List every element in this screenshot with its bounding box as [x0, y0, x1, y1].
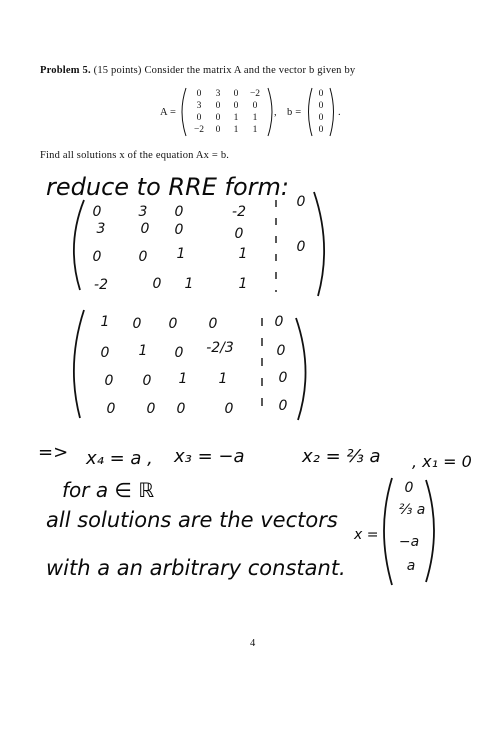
implies-arrow: =>: [38, 442, 69, 463]
matrix-a-cell: 0: [196, 89, 202, 99]
matrix-a-cell: 3: [215, 89, 221, 99]
hw-cell: 0: [92, 249, 102, 265]
solution-entry: 0: [404, 480, 414, 496]
hw-cell: 0: [278, 398, 288, 414]
matrix-a-cell: 0: [252, 101, 258, 111]
matrix-a-cell: 1: [252, 125, 258, 135]
hw-cell: 0: [296, 239, 306, 255]
vector-b-cell: 0: [318, 89, 324, 99]
hw-cell: 1: [100, 314, 110, 330]
solution-entry: a: [406, 558, 416, 574]
for-a-in-r: for a ∈ ℝ: [62, 478, 155, 502]
matrix-a-cell: 0: [233, 101, 239, 111]
matrix-a-cell: 3: [196, 101, 202, 111]
hw-cell: 0: [278, 370, 288, 386]
hw-cell: 1: [238, 276, 248, 292]
hw-cell: 0: [140, 221, 150, 237]
page-number: 4: [250, 638, 256, 649]
hw-cell: 0: [142, 373, 152, 389]
hw-cell: 0: [208, 316, 218, 332]
conclusion-line-2: with a an arbitrary constant.: [46, 556, 346, 580]
matrix-a-cell: 0: [196, 113, 202, 123]
x4-value: x₄ = a ,: [86, 448, 153, 469]
solution-entry: −a: [398, 534, 420, 550]
vector-b-name: b =: [287, 107, 302, 118]
hw-cell: 0: [224, 401, 234, 417]
hw-cell: 3: [138, 204, 148, 220]
hw-cell: 0: [174, 222, 184, 238]
hw-cell: 3: [96, 221, 106, 237]
matrix-a-cell: 0: [215, 125, 221, 135]
problem-label: Problem 5.: [40, 65, 91, 76]
x2-value: x₂ = ⅔ a: [302, 446, 381, 467]
matrix-a-cell: 0: [233, 89, 239, 99]
hw-cell: 0: [100, 345, 110, 361]
x1-value: , x₁ = 0: [412, 452, 472, 471]
matrix-a-cell: 1: [233, 125, 239, 135]
hw-cell: 0: [176, 401, 186, 417]
conclusion-line-1: all solutions are the vectors: [46, 508, 338, 532]
handwritten-heading: reduce to RRE form:: [46, 173, 289, 201]
matrix-a-cell: 1: [233, 113, 239, 123]
x3-value: x₃ = −a: [174, 446, 245, 467]
vector-period: .: [338, 107, 341, 118]
hw-cell: 0: [174, 204, 184, 220]
hw-cell: 1: [238, 246, 248, 262]
hw-cell: -2/3: [206, 340, 234, 356]
hw-cell: 0: [274, 314, 284, 330]
hw-cell: 0: [296, 194, 306, 210]
hw-cell: 0: [106, 401, 116, 417]
hw-cell: 0: [168, 316, 178, 332]
matrix-a-cell: 0: [215, 101, 221, 111]
hw-cell: 0: [146, 401, 156, 417]
hw-cell: 0: [234, 226, 244, 242]
hw-cell: 0: [138, 249, 148, 265]
matrix-comma: ,: [274, 107, 277, 118]
hw-cell: 1: [184, 276, 194, 292]
hw-cell: 1: [218, 371, 228, 387]
matrix-a-cell: −2: [249, 89, 261, 99]
hw-cell: 1: [178, 371, 188, 387]
hw-cell: 0: [276, 343, 286, 359]
hw-cell: 0: [152, 276, 162, 292]
hw-cell: 0: [104, 373, 114, 389]
matrix-a-cell: 1: [252, 113, 258, 123]
hw-cell: 0: [132, 316, 142, 332]
hw-cell: 0: [174, 345, 184, 361]
matrix-a-cell: 0: [215, 113, 221, 123]
problem-text: (15 points) Consider the matrix A and the vector b given by: [93, 65, 356, 76]
matrix-a-cell: −2: [193, 125, 205, 135]
hw-cell: -2: [94, 277, 108, 293]
vector-b-cell: 0: [318, 125, 324, 135]
matrix-a-name: A =: [160, 107, 177, 118]
vector-b-cell: 0: [318, 113, 324, 123]
hw-cell: 1: [176, 246, 186, 262]
solution-entry: ⅔ a: [398, 502, 426, 518]
x-equals: x =: [354, 527, 379, 543]
hw-cell: 0: [92, 204, 102, 220]
vector-b-cell: 0: [318, 101, 324, 111]
problem-question: Find all solutions x of the equation Ax = b.: [40, 150, 230, 161]
hw-cell: 1: [138, 343, 148, 359]
hw-cell: -2: [232, 204, 246, 220]
